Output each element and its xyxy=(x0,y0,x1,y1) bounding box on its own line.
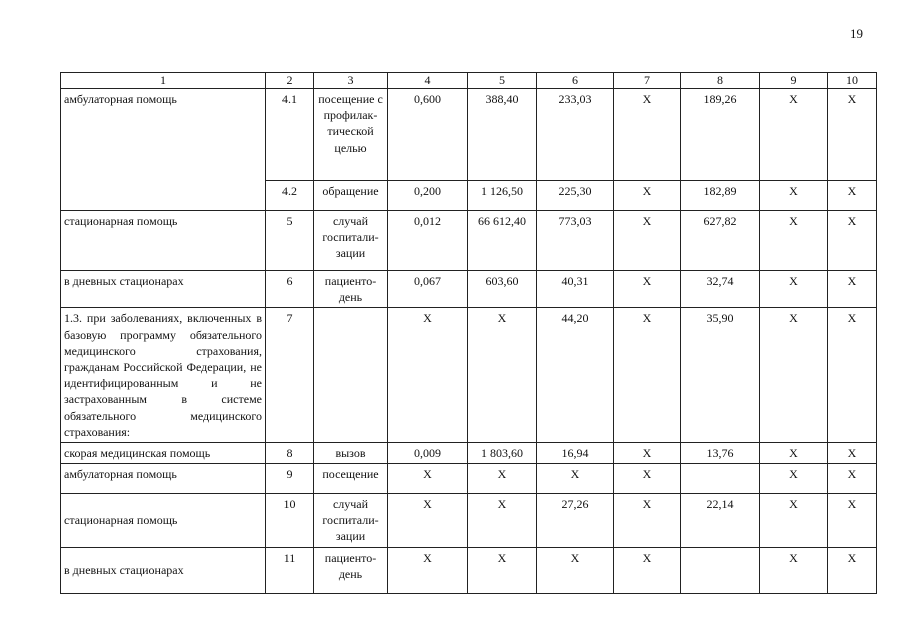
table-cell: Х xyxy=(828,211,877,271)
unit-cell: посещение xyxy=(314,464,388,494)
table-cell: Х xyxy=(760,211,828,271)
row-number: 7 xyxy=(266,308,314,443)
table-cell: 22,14 xyxy=(681,494,760,548)
row-label: в дневных стационарах xyxy=(61,547,266,593)
table-cell: Х xyxy=(828,89,877,181)
column-header: 4 xyxy=(388,73,468,89)
table-header-row xyxy=(61,73,877,89)
table-cell: 35,90 xyxy=(681,308,760,443)
row-label: стационарная помощь xyxy=(61,494,266,548)
table-cell: Х xyxy=(537,547,614,593)
table-cell: Х xyxy=(614,89,681,181)
row-number: 5 xyxy=(266,211,314,271)
table-cell: 233,03 xyxy=(537,89,614,181)
data-table xyxy=(60,72,877,594)
column-header: 1 xyxy=(61,73,266,89)
row-number: 8 xyxy=(266,442,314,463)
row-number: 6 xyxy=(266,271,314,308)
table-cell: Х xyxy=(760,89,828,181)
table-cell: Х xyxy=(760,181,828,211)
table-cell: Х xyxy=(614,181,681,211)
table-cell: Х xyxy=(760,271,828,308)
unit-cell: случай госпитали-зации xyxy=(314,494,388,548)
unit-cell xyxy=(314,308,388,443)
unit-cell: обращение xyxy=(314,181,388,211)
table-row xyxy=(61,271,877,308)
table-cell: 32,74 xyxy=(681,271,760,308)
table-cell: 603,60 xyxy=(468,271,537,308)
table-cell: Х xyxy=(614,308,681,443)
row-number: 4.2 xyxy=(266,181,314,211)
table-cell: 189,26 xyxy=(681,89,760,181)
table-cell: Х xyxy=(468,494,537,548)
table-cell: Х xyxy=(828,271,877,308)
table-cell: Х xyxy=(388,547,468,593)
row-label: скорая медицинская помощь xyxy=(61,442,266,463)
table-cell: Х xyxy=(537,464,614,494)
table-cell xyxy=(681,547,760,593)
column-header: 8 xyxy=(681,73,760,89)
table-cell: Х xyxy=(828,181,877,211)
table-row xyxy=(61,442,877,463)
table-cell: Х xyxy=(468,308,537,443)
row-number: 9 xyxy=(266,464,314,494)
row-label: в дневных стационарах xyxy=(61,271,266,308)
column-header: 10 xyxy=(828,73,877,89)
table-cell: 388,40 xyxy=(468,89,537,181)
table-cell: 66 612,40 xyxy=(468,211,537,271)
table-cell: Х xyxy=(828,308,877,443)
table-cell: 773,03 xyxy=(537,211,614,271)
table-cell: Х xyxy=(614,547,681,593)
column-header: 5 xyxy=(468,73,537,89)
column-header: 7 xyxy=(614,73,681,89)
table-cell: 44,20 xyxy=(537,308,614,443)
column-header: 2 xyxy=(266,73,314,89)
table-row xyxy=(61,89,877,181)
table-cell: 627,82 xyxy=(681,211,760,271)
table-cell: Х xyxy=(388,308,468,443)
table-cell: Х xyxy=(828,464,877,494)
unit-cell: посещение с профилак-тической целью xyxy=(314,89,388,181)
table-cell: Х xyxy=(614,442,681,463)
table-cell: 13,76 xyxy=(681,442,760,463)
unit-cell: пациенто-день xyxy=(314,547,388,593)
table-cell: Х xyxy=(760,547,828,593)
row-number: 4.1 xyxy=(266,89,314,181)
unit-cell: случай госпитали-зации xyxy=(314,211,388,271)
section-label: 1.3. при заболеваниях, включенных в базовую программу обязательного медицинского страхования, гражданам Российской Федерации, не идентифицированным и не застрахованным в системе обязательного медицинского страхования: xyxy=(61,308,266,443)
page-number: 19 xyxy=(850,26,863,41)
table-cell: 1 803,60 xyxy=(468,442,537,463)
table-cell: Х xyxy=(614,494,681,548)
table-cell: 182,89 xyxy=(681,181,760,211)
table-cell: Х xyxy=(828,547,877,593)
table-cell: Х xyxy=(760,308,828,443)
table-cell: Х xyxy=(614,271,681,308)
table-row xyxy=(61,494,877,548)
table-cell: 0,067 xyxy=(388,271,468,308)
table-row xyxy=(61,181,877,211)
table-cell: Х xyxy=(614,464,681,494)
unit-cell: пациенто-день xyxy=(314,271,388,308)
table-cell: Х xyxy=(614,211,681,271)
table-cell: 0,012 xyxy=(388,211,468,271)
table-cell: Х xyxy=(388,464,468,494)
table-cell: Х xyxy=(828,442,877,463)
row-label: стационарная помощь xyxy=(61,211,266,271)
table-row xyxy=(61,464,877,494)
unit-cell: вызов xyxy=(314,442,388,463)
table-cell: 40,31 xyxy=(537,271,614,308)
row-number: 10 xyxy=(266,494,314,548)
table-cell xyxy=(681,464,760,494)
table-cell: Х xyxy=(388,494,468,548)
table-cell: Х xyxy=(760,442,828,463)
table-cell: 0,200 xyxy=(388,181,468,211)
table-row xyxy=(61,308,877,443)
table-row xyxy=(61,547,877,593)
row-label: амбулаторная помощь xyxy=(61,464,266,494)
table-cell: Х xyxy=(760,494,828,548)
column-header: 3 xyxy=(314,73,388,89)
table-cell: Х xyxy=(828,494,877,548)
row-number: 11 xyxy=(266,547,314,593)
table-cell: 27,26 xyxy=(537,494,614,548)
row-label xyxy=(61,181,266,211)
table-cell: 225,30 xyxy=(537,181,614,211)
table-cell: Х xyxy=(468,547,537,593)
table-cell: Х xyxy=(468,464,537,494)
column-header: 6 xyxy=(537,73,614,89)
table-cell: 0,009 xyxy=(388,442,468,463)
table-cell: 16,94 xyxy=(537,442,614,463)
table-row xyxy=(61,211,877,271)
table-cell: Х xyxy=(760,464,828,494)
table-cell: 0,600 xyxy=(388,89,468,181)
table-cell: 1 126,50 xyxy=(468,181,537,211)
row-label: амбулаторная помощь xyxy=(61,89,266,181)
column-header: 9 xyxy=(760,73,828,89)
